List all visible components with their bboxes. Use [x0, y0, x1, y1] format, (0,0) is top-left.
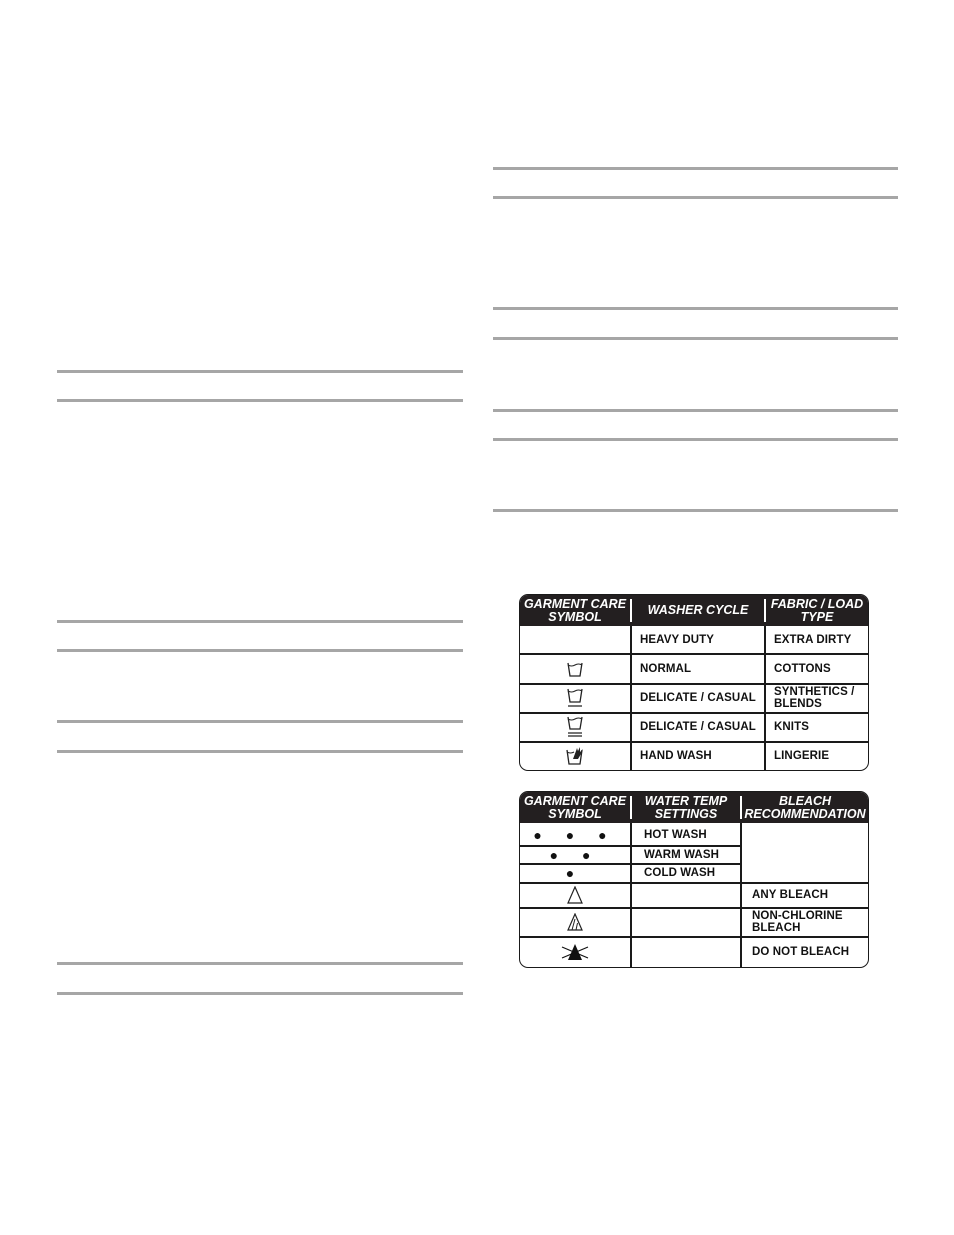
wash-tub-two-bars-icon [520, 713, 630, 741]
wash-tub-one-bar-icon [520, 684, 630, 712]
section-rule-right-3a [493, 409, 898, 412]
bleach-non-chlorine: NON-CHLORINE BLEACH [752, 910, 843, 934]
bleach-do-not: DO NOT BLEACH [752, 946, 850, 958]
fabric-knits: KNITS [774, 721, 809, 733]
three-dots-icon: ● ● ● [533, 827, 617, 843]
fabric-cottons: COTTONS [774, 662, 831, 675]
cycle-hand-wash: HAND WASH [640, 750, 712, 762]
section-rule-right-2b [493, 337, 898, 340]
water-bleach-table-header [520, 792, 868, 823]
header-garment-care-symbol: GARMENT CARE SYMBOL [523, 793, 627, 821]
section-rule-left-2a [57, 620, 463, 623]
section-rule-right-4 [493, 509, 898, 512]
section-rule-left-3b [57, 750, 463, 753]
fabric-lingerie: LINGERIE [774, 750, 830, 762]
washer-cycle-table-header [520, 595, 868, 626]
col-divider [630, 626, 632, 770]
section-rule-left-1b [57, 399, 463, 402]
one-dot-icon: ● [565, 865, 585, 881]
header-water-temp-settings: WATER TEMP SETTINGS [644, 793, 728, 821]
triangle-icon [520, 883, 630, 907]
striped-triangle-icon [520, 908, 630, 936]
temp-hot-wash: HOT WASH [644, 829, 707, 841]
cycle-delicate-casual: DELICATE / CASUAL [640, 721, 756, 733]
header-bleach-recommendation: BLEACH RECOMMENDATION [744, 793, 866, 821]
cycle-heavy-duty: HEAVY DUTY [640, 633, 715, 646]
fabric-extra-dirty: EXTRA DIRTY [774, 633, 852, 646]
temp-cold-wash: COLD WASH [644, 867, 716, 879]
washer-cycle-table [519, 594, 869, 771]
cycle-delicate-casual: DELICATE / CASUAL [640, 692, 756, 704]
section-rule-left-4b [57, 992, 463, 995]
header-washer-cycle: WASHER CYCLE [647, 603, 749, 617]
col-divider [764, 626, 766, 770]
bleach-any: ANY BLEACH [752, 889, 829, 901]
section-rule-left-2b [57, 649, 463, 652]
section-rule-right-2a [493, 307, 898, 310]
two-dots-icon: ● ● [549, 846, 601, 863]
section-rule-left-1a [57, 370, 463, 373]
fabric-synthetics-blends: SYNTHETICS / BLENDS [774, 686, 855, 710]
section-rule-right-1a [493, 167, 898, 170]
crossed-filled-triangle-icon [520, 937, 630, 967]
hand-wash-icon [520, 742, 630, 770]
water-bleach-table [519, 791, 869, 968]
wash-tub-icon [520, 654, 630, 683]
header-fabric-load-type: FABRIC / LOAD TYPE [770, 596, 864, 624]
section-rule-left-4a [57, 962, 463, 965]
temp-warm-wash: WARM WASH [644, 848, 720, 861]
cycle-normal: NORMAL [640, 662, 692, 675]
section-rule-right-3b [493, 438, 898, 441]
header-garment-care-symbol: GARMENT CARE SYMBOL [523, 596, 627, 624]
section-rule-right-1b [493, 196, 898, 199]
section-rule-left-3a [57, 720, 463, 723]
